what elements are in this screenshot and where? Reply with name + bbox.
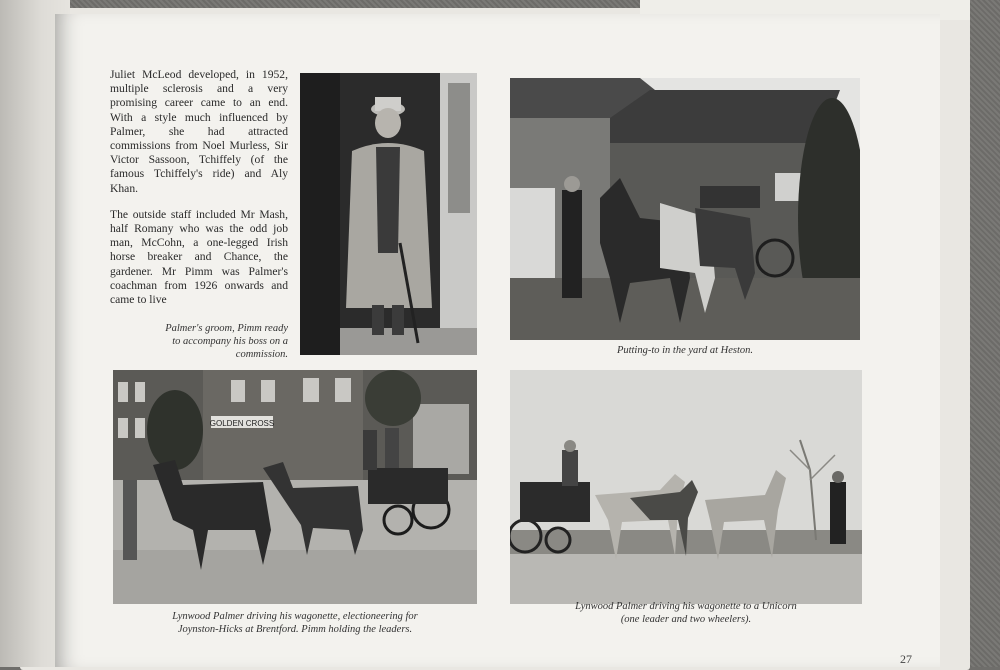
photo-yard [510, 78, 860, 340]
body-text [110, 68, 288, 319]
photo-unicorn [510, 370, 862, 604]
caption-yard: Putting-to in the yard at Heston. [616, 345, 754, 356]
photo-groom [300, 73, 477, 355]
body-paragraph-2: The outside staff included Mr Mash, half Romany who was the odd job man, McCohn, a one-legged Irish horse breaker and Chance, the gardener. Mr Pimm was Palmer's coachman from 1926 onwards and came to live [110, 207, 288, 307]
caption-brentford: Lynwood Palmer driving his wagonette, electioneering for Joynston-Hicks at Brentford. Pimm holding the leaders. [172, 611, 418, 635]
caption-unicorn: Lynwood Palmer driving his wagonette to a Unicorn (one leader and two wheelers). [575, 601, 797, 625]
page-number: 27 [900, 652, 912, 666]
photo-brentford [113, 370, 477, 604]
sign-text: GOLDEN CROSS [209, 419, 275, 428]
body-paragraph-1: Juliet McLeod developed, in 1952, multiple sclerosis and a very promising career came to an end. With a style much influenced by Palmer, she had attracted commissions from Noel Murless, Sir Victor Sassoon, Tchiffely (of the famous Tchiffely's ride) and Aly Khan. [110, 68, 288, 195]
caption-groom: Palmer's groom, Pimm ready to accompany his boss on a commission. [165, 323, 288, 360]
